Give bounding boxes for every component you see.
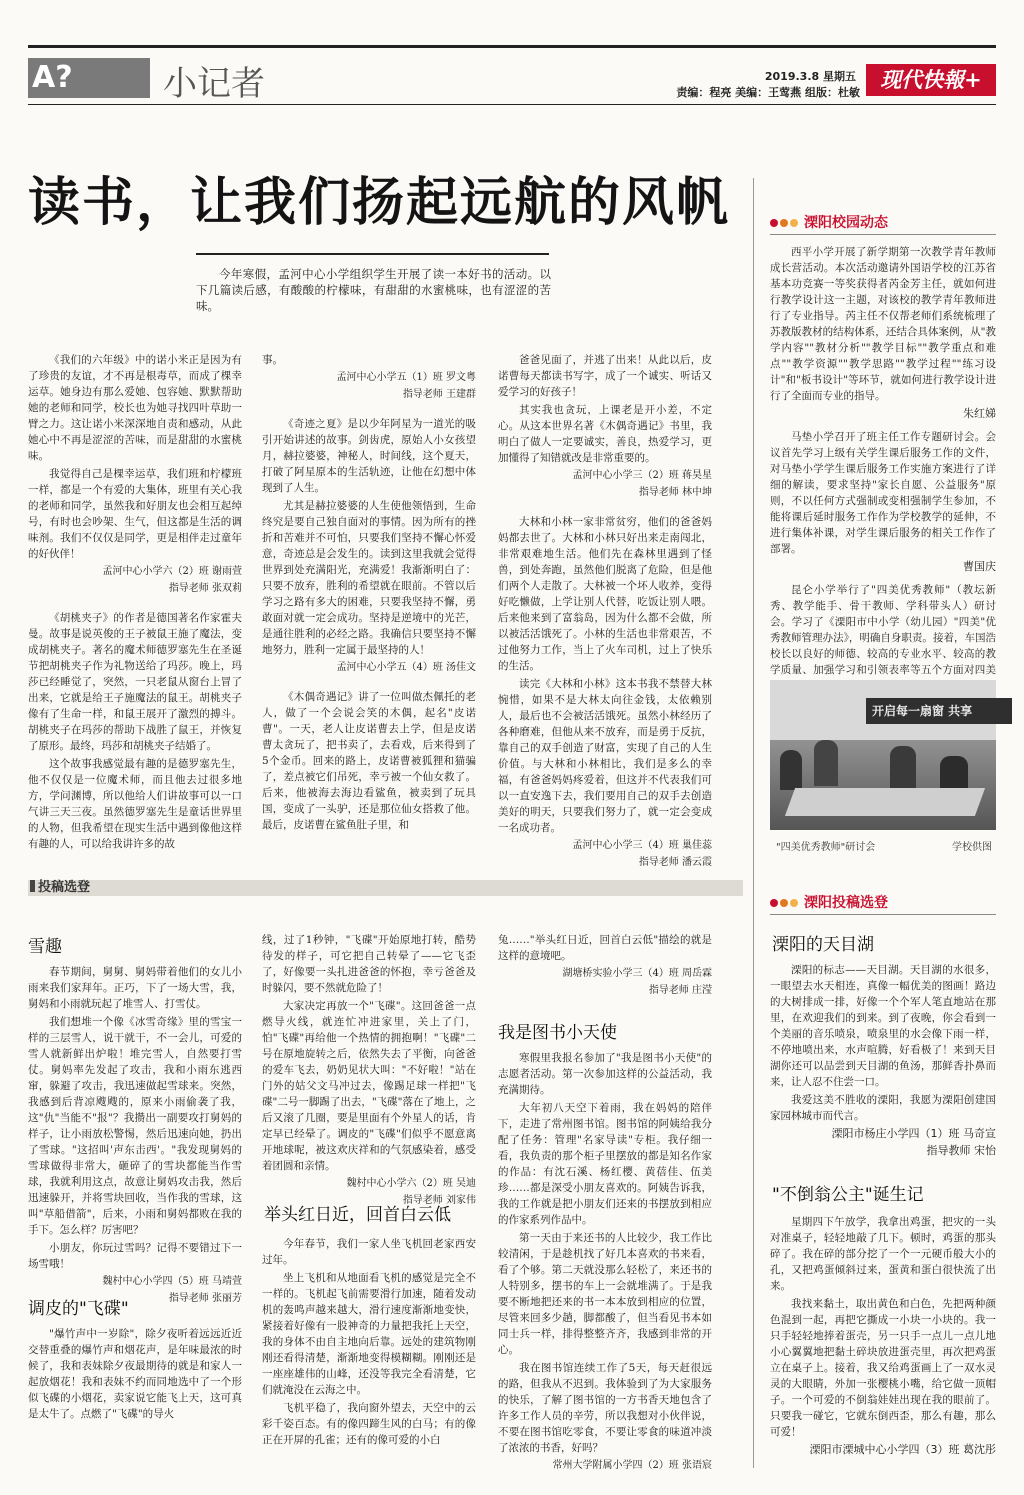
- byline: 湖塘桥实验小学三（4）班 周岳霖: [562, 968, 712, 979]
- byline: 指导老师 林中坤: [638, 487, 712, 498]
- article-title-tushu: 我是图书小天使: [498, 1023, 617, 1043]
- paragraph: 《我们的六年级》中的诺小米正是因为有了珍贵的友谊，才不再是根毒草，而成了棵幸运草。她身边有那么爱她、包容她、默默帮助她的老师和同学，校长也为她寻找四叶草助一臂之力。这让诺小米深深地自责和感动，从此她心中不再是涩涩的苦味，而是甜甜的水蜜桃味。: [28, 354, 242, 462]
- page-title: 读书，让我们扬起远航的风帆: [28, 173, 731, 233]
- news-item: 昆仑小学举行了"四美优秀教师"（教坛新秀、教学能手、骨干教师、学科带头人）研讨会。学习了《溧阳市中小学（幼儿园）"四美"优秀教师管理办法》，明确自身职责。接着，车国浩校长以良好的师德、较高的专业水平、较高的教学质量、加强学习和引领表率等五个方面对四美: [770, 584, 996, 676]
- paragraph: 星期四下午放学，我拿出鸡蛋，把灾的一头对准桌子，轻轻地敲了几下。顿时，鸡蛋的那头碎了。我在碎的部分挖了一个一元硬币般大小的孔，又把鸡蛋倾斜过来，蛋黄和蛋白很快流了出来。: [770, 1216, 996, 1292]
- paper-logo: [866, 64, 996, 96]
- header-underline: [28, 104, 996, 105]
- byline: 魏村中心小学六（2）班 吴迪: [346, 1178, 476, 1189]
- byline: 指导老师 潘云霞: [638, 857, 712, 868]
- campus-news-rule: [770, 234, 996, 235]
- liyang-submissions-label: [770, 892, 888, 912]
- credits: 责编：程亮 美编：王莺燕 组版：杜敏: [676, 86, 860, 99]
- article-hongri-cont: [498, 932, 712, 994]
- byline: 指导老师 张丽芳: [168, 1293, 242, 1304]
- paragraph: 这个故事我感觉最有趣的是德罗塞先生，他不仅仅是一位魔术师，而且他去过很多地方，学问渊博，所以他给人们讲故事可以一口气讲三天三夜。虽然德罗塞先生是童话世界里的人物，但我希望在现实生活中遇到像他这样有趣的人，可以给我讲许多的故: [28, 758, 242, 850]
- paragraph: "爆竹声中一岁除"，除夕夜听着远远近近交替重叠的爆竹声和烟花声，是年味最浓的时候了，我和表妹除夕夜最期待的就是和家人一起放烟花！我和表妹不约而同地选中了一个形似飞碟的小烟花，卖家说它能飞上天，这可真是太牛了。点燃了"飞碟"的导火: [28, 1328, 242, 1420]
- paragraph: 爸爸见面了，并逃了出来！从此以后，皮诺曹每天都读书写字，成了一个诚实、听话又爱学习的好孩子！: [498, 354, 712, 398]
- paper-name: 现代快報+: [880, 67, 982, 92]
- article-title-hongri: 举头红日近，回首白云低: [264, 1205, 451, 1225]
- news-item: 西平小学开展了新学期第一次教学青年教师成长营活动。本次活动邀请外国语学校的江苏省基本功竞赛一等奖获得者芮金芳主任，就如何进行教学设计这一主题，对该校的教学青年教师进行了专业指导。芮主任不仅帮老师们系统梳理了苏教版教材的结构体系，还结合具体案例，从"教学内容""教材分析""教学目标""教学重点和难点""教学资源""教学思路""教学过程""练习设计"和"板书设计"等环节，就如何进行教学设计进行了全面而专业的指导。: [770, 246, 996, 402]
- intro-rule: [196, 253, 549, 255]
- article-tushu: [498, 1050, 712, 1471]
- paragraph: 尤其是赫拉婆婆的人生使他领悟到，生命终究是要自己独自面对的事情。因为所有的挫折和苦难并不可怕，只要我们坚持不懈心怀爱意，奇迹总是会发生的。读到这里我就会觉得世界到处充满阳光，充满爱！我渐渐明白了：只要不放弃，胜利的希望就在眼前。不管以后学习之路有多大的困难，只要我坚持不懈，勇敢面对就一定会成功。坚持是逆境中的光芒，是通往胜利的必经之路。我确信只要坚持不懈地努力，胜利一定属于最坚持的人！: [262, 500, 476, 656]
- top-rule: [28, 45, 996, 48]
- byline: 孟河中心小学六（2）班 谢雨萱: [102, 566, 242, 577]
- liyang-submissions-rule: [770, 914, 996, 915]
- submissions-label-text: 投稿选登: [38, 880, 91, 895]
- paragraph: 大家决定再放一个"飞碟"。这回爸爸一点燃导火线，就连忙冲进家里，关上了门，怕"飞碟"再给他一个热情的拥抱啊！"飞碟"二号在原地旋转之后，依然失去了平衡，向爸爸的爱车飞去，奶奶见状大叫："不好啦！"站在门外的姑父文马冲过去，像踢足球一样把"飞碟"二号一脚踢了出去，"飞碟"落在了地上，之后又滚了几圈，要是里面有个外星人的话，肯定早已经晕了。调皮的"飞碟"们似乎不愿意离开地球呢，被这欢庆祥和的气氛感染着，感受着团圆和亲情。: [262, 1000, 476, 1172]
- article-tianmu: [770, 962, 996, 1158]
- paragraph: 小朋友，你玩过雪吗？记得不要错过下一场雪哦！: [28, 1242, 242, 1270]
- byline: 指导教师 宋怡: [926, 1144, 996, 1157]
- byline: 指导老师 庄滢: [648, 985, 712, 996]
- paragraph: 春节期间，舅舅、舅妈带着他们的女儿小雨来我们家拜年。正巧，下了一场大雪，我，舅妈和小雨就玩起了堆雪人、打雪仗。: [28, 966, 242, 1010]
- article-title-feidie: 调皮的"飞碟": [28, 1299, 129, 1319]
- news-author: 曹国庆: [963, 560, 996, 573]
- intro-text: 今年寒假，孟河中心小学组织学生开展了读一本好书的活动。以下几篇读后感，有酸酸的柠檬味，有甜甜的水蜜桃味，也有涩涩的苦味。: [196, 267, 551, 313]
- square-icon: [30, 880, 35, 892]
- paragraph: 我爱这美不胜收的溧阳，我愿为溧阳创建国家园林城市而代言。: [770, 1094, 996, 1122]
- article-column-1: [28, 352, 242, 850]
- paragraph: 第一天由于来还书的人比较少，我工作比较清闲，于是趁机找了好几本喜欢的书来看，看了个够。第二天就没那么轻松了，来还书的人特别多，摆书的车上一会就堆满了。于是我要不断地把还来的书一本本放到相应的位置，尽管来回多少趟，脚都酸了，但当看见书本如同士兵一样，排得整整齐齐，我感到非常的开心。: [498, 1232, 712, 1356]
- photo-banner-text: 开启每一扇窗 共享: [872, 704, 973, 718]
- article-hongri: [262, 1236, 476, 1446]
- byline: 孟河中心小学三（4）班 巢佳蕊: [572, 840, 712, 851]
- news-author: 朱红娣: [963, 407, 996, 420]
- dot-icon: [770, 219, 778, 227]
- article-budaoweng: [770, 1214, 996, 1456]
- issue-date: 2019.3.8 星期五: [764, 70, 856, 83]
- paragraph: 我在图书馆连续工作了5天，每天赶很远的路，但我从不迟到。我体验到了为大家服务的快乐，了解了图书馆的一方书香天地包含了许多工作人员的辛劳，所以我想对小伙伴说，不要在图书馆吃零食，不要让零食的味道冲淡了浓浓的书香，好吗？: [498, 1362, 712, 1454]
- campus-news-label-text: 溧阳校园动态: [804, 215, 888, 231]
- paragraph: 我觉得自己是棵幸运草，我们班和柠檬班一样，都是一个有爱的大集体，班里有关心我的老师和同学，虽然我和好朋友也会相互起绰号，有时也会吵架、生气，但这都是生活的调味剂。我们不仅仅是同学，更是相伴走过童年的好伙伴！: [28, 468, 242, 560]
- byline: 常州大学附属小学四（2）班 张语宸: [552, 1460, 712, 1471]
- paragraph: 坐上飞机和从地面看飞机的感觉是完全不一样的。飞机起飞前需要滑行加速，随着发动机的轰鸣声越来越大，滑行速度渐渐地变快，紧接着好像有一股神奇的力量把我托上天空，我的身体不由自主地向后靠。远处的建筑物刚刚还看得清楚，渐渐地变得模糊糊。刚刚还是一座座雄伟的山峰，还没等我完全看清楚，它们就淹没在云海之中。: [262, 1272, 476, 1396]
- article-column-3: [498, 352, 712, 868]
- paragraph: 《胡桃夹子》的作者是德国著名作家霍夫曼。故事是说英俊的王子被鼠王施了魔法，变成胡桃夹子。著名的魔术师德罗塞先生在圣诞节把胡桃夹子作为礼物送给了玛莎。晚上，玛莎已经睡觉了，突然，一只老鼠从窗台上冒了出来，它就是给王子施魔法的鼠王。胡桃夹子像有了生命一样，和鼠王展开了激烈的搏斗。胡桃夹子在玛莎的帮助下战胜了鼠王，并恢复了原形。最终，玛莎和胡桃夹子结婚了。: [28, 612, 242, 752]
- paragraph: 我找来黏土，取出黄色和白色，先把两种颜色混到一起，再把它撕成一小块一小块的。我一只手轻轻地捧着蛋壳，另一只手一点儿一点儿地小心翼翼地把黏土碎块放进蛋壳里，再次把鸡蛋立在桌子上。接着，我又给鸡蛋画上了一双水灵灵的大眼睛，外加一张樱桃小嘴，给它做一顶帽子。一个可爱的不倒翁娃娃出现在我的眼前了。只要我一碰它，它就东倒西歪，那么有趣，那么可爱！: [770, 1298, 996, 1438]
- byline: 孟河中心小学五（1）班 罗文粤: [336, 372, 476, 383]
- byline: 魏村中心小学四（5）班 马靖萱: [102, 1276, 242, 1287]
- news-item: 马垫小学召开了班主任工作专题研讨会。会议首先学习上级有关学生课后服务工作的文件，对马垫小学学生课后服务工作实施方案进行了详细的解读，要求坚持"家长自愿、公益服务"原则，不以任何方式强制或变相强制学生参加，不能将课后延时服务工作作为学校教学的延伸，不进行集体补课，对学生课后服务的相关工作作了部署。: [770, 431, 996, 555]
- liyang-submissions-label-text: 溧阳投稿选登: [804, 895, 888, 911]
- byline: 指导老师 刘家伟: [402, 1195, 476, 1206]
- paragraph: 溧阳的标志——天目湖。天目湖的水很多，一眼望去水天相连，真像一幅优美的图画！路边的大树排成一排，好像一个个军人笔直地站在那里，在欢迎我们的到来。到了夜晚，你会看到一个美丽的音乐喷泉，喷泉里的水会像下雨一样，不停地喷出来，水声喧腾，好看极了！来到天目湖你还可以品尝到天目湖的鱼汤，那鲜香扑鼻而来，让人忍不住尝一口。: [770, 964, 996, 1088]
- article-feidie: [28, 1326, 242, 1422]
- byline: 溧阳市溧城中心小学四（3）班 葛沈彤: [809, 1443, 996, 1456]
- photo-credit: 学校供图: [952, 842, 992, 853]
- article-feidie-cont: [262, 932, 476, 1206]
- paragraph: 其实我也贪玩，上课老是开小差，不定心。从这本世界名著《木偶奇遇记》书里，我明白了做人一定要诚实，善良，热爱学习，更加懂得了知错就改是非常重要的。: [498, 404, 712, 464]
- paragraph: 《奇迹之夏》是以少年阿星为一道光的吸引开始讲述的故事。剑齿虎，原始人小女孩望月，赫拉婆婆，神秘人，时间线，这个夏天，打破了阿星原本的生活轨迹，让他在幻想中体现到了人生。: [262, 418, 476, 494]
- byline: 孟河中心小学三（2）班 蒋昊星: [572, 470, 712, 481]
- news-photo: [770, 680, 996, 830]
- paragraph: 我们想堆一个像《冰雪奇缘》里的雪宝一样的三层雪人，说干就干，不一会儿，可爱的雪人就新鲜出炉啦！堆完雪人，自然要打雪仗。舅妈率先发起了攻击，我和小雨东逃西窜，躲避了攻击，我迅速做起雪球来。突然，我感到后背凉飕飕的，原来小雨偷袭了我，这"仇"当能不"报"？我攒出一副要攻打舅妈的样子，让小雨放松警惕，然后迅速向她，扔出了雪球。"这招叫'声东击西'。"我发现舅妈的雪球做得非常大，砸碎了的雪块都能当作雪球，我就利用这点，故意让舅妈攻击我，然后迅速躲开，并将雪块回收，当作我的雪球，这叫"草船借箭"，后来，小雨和舅妈都败在我的手下。怎么样？厉害吧？: [28, 1016, 242, 1236]
- byline: 溧阳市杨庄小学四（1）班 马奇宣: [831, 1127, 996, 1140]
- submissions-bar: [28, 880, 743, 896]
- dot-icon: [770, 899, 778, 907]
- paragraph: 《木偶奇遇记》讲了一位叫做杰佩托的老人，做了一个会说会笑的木偶，起名"皮诺曹"。一天，老人让皮诺曹去上学，但是皮诺曹太贪玩了，把书卖了，去看戏，后来得到了5个金币。回来的路上，皮诺曹被狐狸和猫骗了，差点被它们吊死，幸亏被一个仙女救了。后来，他被海去海边看鲨鱼，被卖到了玩具国，变成了一头驴，还是那位仙女搭救了他。最后，皮诺曹在鲨鱼肚子里，和: [262, 691, 476, 831]
- sidebar-divider: [753, 178, 754, 1468]
- paragraph: 寒假里我报名参加了"我是图书小天使"的志愿者活动。第一次参加这样的公益活动，我充满期待。: [498, 1052, 712, 1096]
- paragraph: 大年初八天空下着雨，我在妈妈的陪伴下，走进了常州图书馆。图书馆的阿姨给我分配了任务：管理"名家导读"专柜。我仔细一看，我负责的那个柜子里摆放的都是知名作家的作品：有沈石溪、杨红樱、黄蓓佳、伍美珍……都是深受小朋友喜欢的。阿姨告诉我，我的工作就是把小朋友们还来的书摆放到相应的作家系列作品中。: [498, 1102, 712, 1226]
- dot-icon: [780, 899, 788, 907]
- photo-caption-row: [776, 838, 996, 853]
- byline: 孟河中心小学五（4）班 汤佳文: [336, 662, 476, 673]
- byline: 指导老师 张双莉: [168, 583, 242, 594]
- submissions-label: [30, 880, 90, 896]
- paragraph: 兔……"举头红日近，回首白云低"描绘的就是这样的意境吧。: [498, 934, 712, 962]
- byline: 指导老师 王建群: [402, 389, 476, 400]
- section-logo: [28, 58, 150, 98]
- campus-news-label: [770, 212, 888, 232]
- section-title: 小记者: [163, 64, 265, 104]
- paragraph: 读完《大林和小林》这本书我不禁替大林惋惜，如果不是大林太向往金钱，太依赖别人，最后也不会被活活饿死。虽然小林经历了各种磨难，但他从来不放弃，而是勇于反抗，靠自己的双手创造了财富，实现了自己的人生价值。与大林和小林相比，我们是多么的幸福，有爸爸妈妈疼爱着，但这并不代表我们可以一直安逸下去，我们要用自己的双手去创造美好的明天，只要我们努力了，就一定会变成一名成功者。: [498, 678, 712, 834]
- article-title-xuequ: 雪趣: [28, 937, 62, 957]
- campus-news-list: [770, 244, 996, 676]
- paragraph: 线，过了1秒钟，"飞碟"开始原地打转，酷势待发的样子，可它把自己转晕了——它飞歪了，好像要一头扎进爸爸的怀抱，幸亏爸爸及时躲闪，要不然就危险了！: [262, 934, 476, 994]
- photo-caption: "四美优秀教师"研讨会: [776, 842, 876, 853]
- paragraph: 飞机平稳了，我向窗外望去，天空中的云彩千姿百态。有的像四蹄生风的白马；有的像正在开屏的孔雀；还有的像可爱的小白: [262, 1402, 476, 1446]
- dot-icon: [790, 219, 798, 227]
- dot-icon: [780, 219, 788, 227]
- logo-text: A?: [32, 60, 73, 95]
- dot-icon: [790, 899, 798, 907]
- paragraph: 事。: [262, 354, 283, 366]
- article-column-2: [262, 352, 476, 831]
- article-title-tianmu: 溧阳的天目湖: [772, 935, 874, 955]
- paragraph: 大林和小林一家非常贫穷，他们的爸爸妈妈都去世了。大林和小林只好出来走南闯北，非常艰难地生活。他们先在森林里遇到了怪兽，到处奔跑，虽然他们脱离了危险，但是他们两个人走散了。大林被一个坏人收养，变得好吃懒做，上学让别人代替，吃饭让别人喂。后来他来到了富翁岛，因为什么都不会做，所以被活活饿死了。小林的生活也非常艰苦，不过他努力工作，当上了火车司机，过上了快乐的生活。: [498, 516, 712, 672]
- article-xuequ: [28, 964, 242, 1304]
- paragraph: 今年春节，我们一家人坐飞机回老家西安过年。: [262, 1238, 476, 1266]
- photo-banner: [866, 698, 1012, 724]
- article-title-budaoweng: "不倒翁公主"诞生记: [772, 1185, 924, 1205]
